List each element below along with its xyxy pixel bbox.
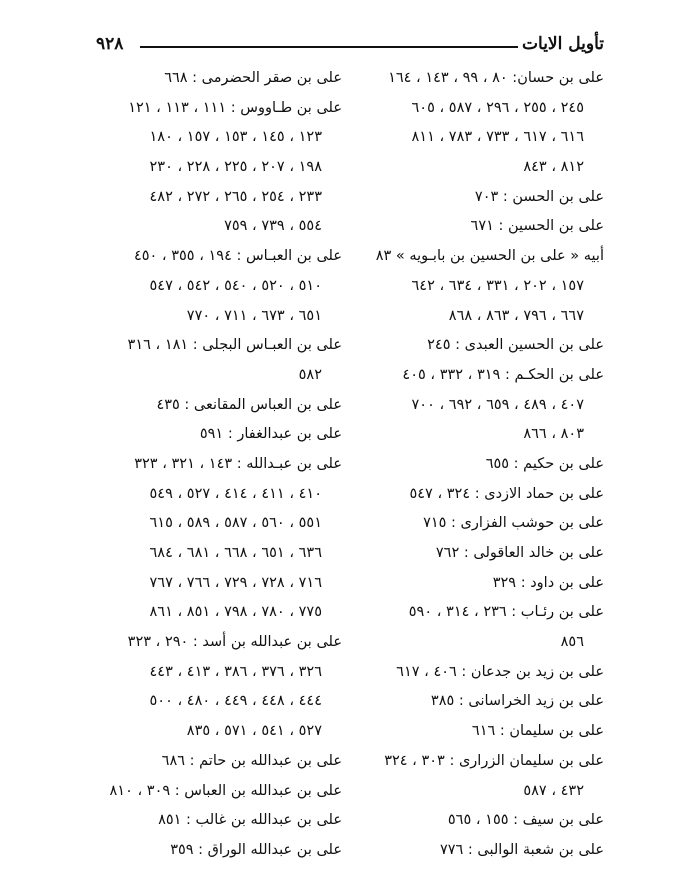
index-entry: على بن حماد الازدى : ٣٢٤ ، ٥٤٧ <box>409 485 604 502</box>
index-entry: على بن عبدالله بن غالب : ٨٥١ <box>158 812 342 829</box>
index-entry: على بن طـاووس : ١١١ ، ١١٣ ، ١٢١ <box>128 99 342 116</box>
index-entry: على بن العباس المقانعى : ٤٣٥ <box>156 396 342 413</box>
index-entry: على بن سليمان : ٦١٦ <box>471 723 604 740</box>
page-header <box>96 34 604 56</box>
index-entry-continuation: ٤١٠ ، ٤١١ ، ٤١٤ ، ٥٢٧ ، ٥٤٩ <box>149 485 322 502</box>
index-entry: على بن عبدالله بن العباس : ٣٠٩ ، ٨١٠ <box>109 782 342 799</box>
index-entry-continuation: ٨٠٣ ، ٨٦٦ <box>523 426 584 443</box>
index-entry: على بن سيف : ١٥٥ ، ٥٦٥ <box>447 812 604 829</box>
index-entry: على بن العبـاس : ١٩٤ ، ٣٥٥ ، ٤٥٠ <box>133 248 342 265</box>
index-entry: على بن زيد الخراسانى : ٣٨٥ <box>430 693 604 710</box>
index-entry-continuation: ١٩٨ ، ٢٠٧ ، ٢٢٥ ، ٢٢٨ ، ٢٣٠ <box>149 159 322 176</box>
index-entry-continuation: ٦٥١ ، ٦٧٣ ، ٧١١ ، ٧٧٠ <box>186 307 322 324</box>
index-entry: أبيه « على بن الحسين بن بابـويه » ٨٣ <box>375 248 604 265</box>
index-entry-continuation: ٦٦٧ ، ٧٩٦ ، ٨٦٣ ، ٨٦٨ <box>448 307 584 324</box>
index-entry: على بن الحسن : ٧٠٣ <box>474 188 604 205</box>
index-entry-continuation: ٨٥٦ <box>560 634 584 651</box>
index-entry-continuation: ٥٢٧ ، ٥٤١ ، ٥٧١ ، ٨٣٥ <box>186 723 322 740</box>
index-entry-continuation: ٣٢٦ ، ٣٧٦ ، ٣٨٦ ، ٤١٣ ، ٤٤٣ <box>149 663 322 680</box>
header-rule <box>140 46 518 48</box>
index-entry: على بن صقر الحضرمى : ٦٦٨ <box>164 70 342 86</box>
index-entry: على بن عبدالله بن حاتم : ٦٨٦ <box>161 752 342 769</box>
index-entry-continuation: ٨١٢ ، ٨٤٣ <box>523 159 584 176</box>
running-title: تأويل الايات <box>522 34 604 54</box>
index-entry: على بن عبدالغفار : ٥٩١ <box>199 426 342 443</box>
index-entry-continuation: ٤٠٧ ، ٤٨٩ ، ٦٥٩ ، ٦٩٢ ، ٧٠٠ <box>411 396 584 413</box>
index-entry: على بن حسان: ٨٠ ، ٩٩ ، ١٤٣ ، ١٦٤ <box>388 70 604 86</box>
index-entry-continuation: ٥٥١ ، ٥٦٠ ، ٥٨٧ ، ٥٨٩ ، ٦١٥ <box>149 515 322 532</box>
index-entry: على بن الحسين : ٦٧١ <box>470 218 604 235</box>
index-entry: على بن خالد العاقولى : ٧٦٢ <box>435 545 604 561</box>
index-entry: على بن العبـاس البجلى : ١٨١ ، ٣١٦ <box>127 337 342 354</box>
index-entry: على بن سليمان الزرارى : ٣٠٣ ، ٣٢٤ <box>384 752 604 769</box>
index-entry: على بن شعبة الوالبى : ٧٧٦ <box>439 841 604 858</box>
index-entry: على بن داود : ٣٢٩ <box>492 574 604 591</box>
index-column-right <box>354 64 604 866</box>
index-entry-continuation: ١٥٧ ، ٢٠٢ ، ٣٣١ ، ٦٣٤ ، ٦٤٢ <box>411 277 584 294</box>
index-entry: على بن عبدالله بن أسد : ٢٩٠ ، ٣٢٣ <box>127 634 342 651</box>
index-entry: على بن حكيم : ٦٥٥ <box>485 455 604 472</box>
index-entry-continuation: ٢٣٣ ، ٢٥٤ ، ٢٦٥ ، ٢٧٢ ، ٤٨٢ <box>149 188 322 205</box>
index-entry: على بن الحسين العبدى : ٢٤٥ <box>427 337 604 354</box>
index-entry: على بن رئـاب : ٢٣٦ ، ٣١٤ ، ٥٩٠ <box>408 604 604 621</box>
index-entry-continuation: ٥٨٢ <box>298 366 322 383</box>
index-entry: على بن عبدالله الوراق : ٣٥٩ <box>170 841 342 858</box>
index-entry: على بن عبـدالله : ١٤٣ ، ٣٢١ ، ٣٢٣ <box>134 455 342 472</box>
page-number: ٩٢٨ <box>96 34 124 54</box>
index-entry-continuation: ٢٤٥ ، ٢٥٥ ، ٢٩٦ ، ٥٨٧ ، ٦٠٥ <box>411 99 584 116</box>
index-entry-continuation: ٦٣٦ ، ٦٥١ ، ٦٦٨ ، ٦٨١ ، ٦٨٤ <box>149 545 322 561</box>
index-entry: على بن حوشب الفزارى : ٧١٥ <box>423 515 604 532</box>
index-entry-continuation: ٤٣٢ ، ٥٨٧ <box>523 782 584 799</box>
index-entry-continuation: ٧٧٥ ، ٧٨٠ ، ٧٩٨ ، ٨٥١ ، ٨٦١ <box>149 604 322 621</box>
index-column-left <box>92 64 342 866</box>
index-entry-continuation: ٥١٠ ، ٥٢٠ ، ٥٤٠ ، ٥٤٢ ، ٥٤٧ <box>149 277 322 294</box>
index-entry-continuation: ٧١٦ ، ٧٢٨ ، ٧٢٩ ، ٧٦٦ ، ٧٦٧ <box>149 574 322 591</box>
index-entry-continuation: ١٢٣ ، ١٤٥ ، ١٥٣ ، ١٥٧ ، ١٨٠ <box>149 129 322 146</box>
index-entry: على بن الحكـم : ٣١٩ ، ٣٣٢ ، ٤٠٥ <box>402 366 604 383</box>
index-entry-continuation: ٤٤٤ ، ٤٤٨ ، ٤٤٩ ، ٤٨٠ ، ٥٠٠ <box>149 693 322 710</box>
index-entry-continuation: ٥٥٤ ، ٧٣٩ ، ٧٥٩ <box>224 218 322 235</box>
index-entry-continuation: ٦١٦ ، ٦١٧ ، ٧٣٣ ، ٧٨٣ ، ٨١١ <box>411 129 584 146</box>
index-entry: على بن زيد بن جدعان : ٤٠٦ ، ٦١٧ <box>396 663 604 680</box>
